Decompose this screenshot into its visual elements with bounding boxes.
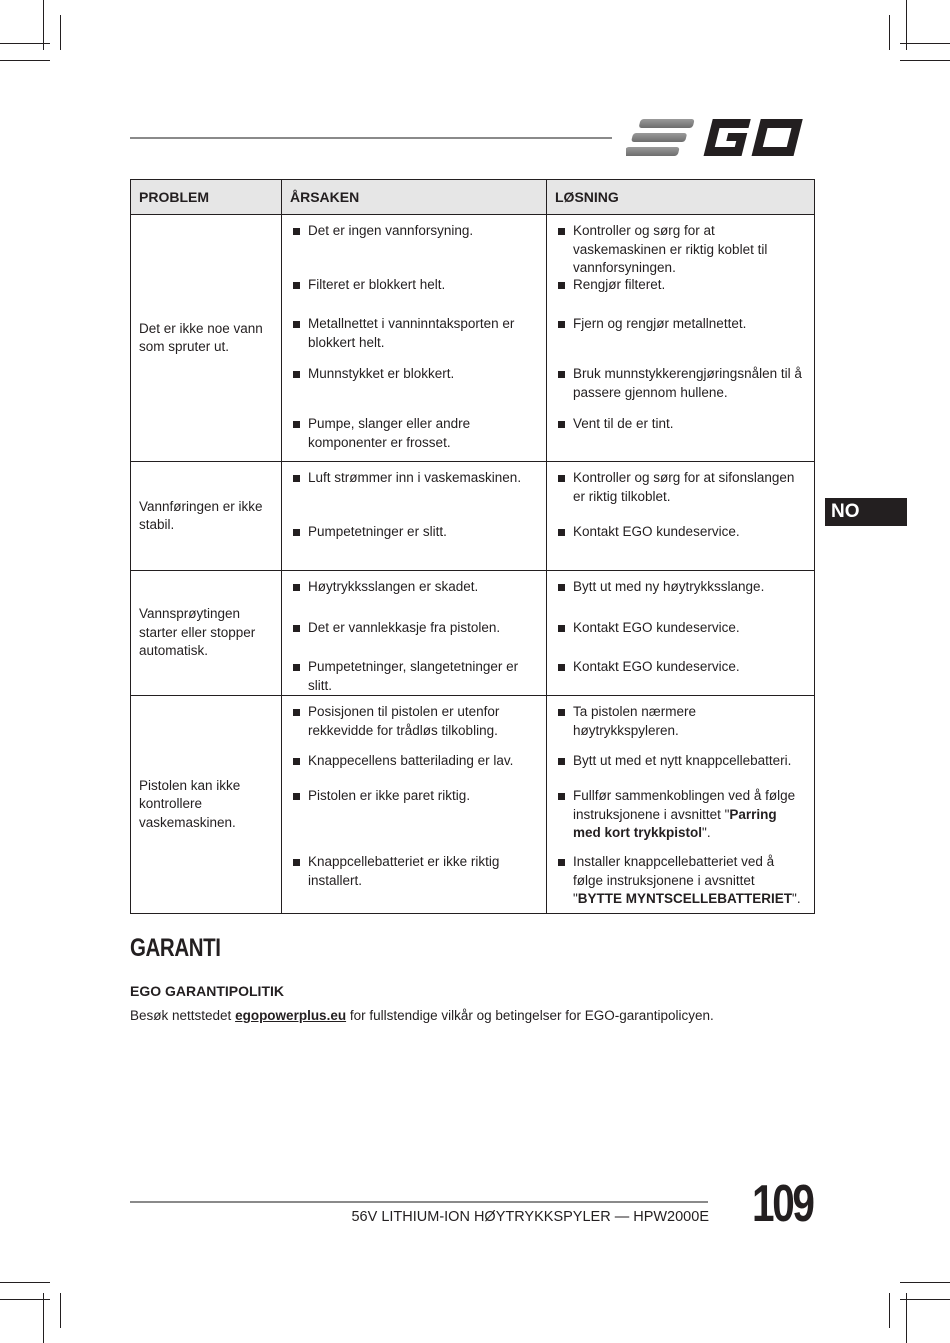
footer-product-title: 56V LITHIUM-ION HØYTRYKKSPYLER — HPW2000E bbox=[351, 1209, 709, 1225]
table-row bbox=[131, 215, 815, 462]
table-header-row bbox=[131, 180, 815, 215]
policy-text-before: Besøk nettstedet bbox=[130, 1008, 236, 1023]
solution-text: Installer knappcellebatteriet ved å følge instruksjonene i avsnittet " bbox=[573, 854, 775, 906]
crop-mark bbox=[43, 0, 44, 50]
cause-item: Det er vannlekkasje fra pistolen. bbox=[282, 619, 546, 658]
website-link[interactable]: egopowerplus.eu bbox=[235, 1008, 347, 1023]
solution-item: Vent til de er tint. bbox=[547, 415, 814, 434]
problem-cell bbox=[131, 571, 282, 696]
header-solution: LØSNING bbox=[547, 180, 815, 215]
solution-text: Fullfør sammenkoblingen ved å følge instruksjonene i avsnittet " bbox=[573, 788, 796, 822]
table-row bbox=[131, 696, 815, 914]
solution-item: Kontakt EGO kundeservice. bbox=[547, 619, 814, 658]
solution-item: Rengjør filteret. bbox=[547, 276, 814, 315]
crop-mark bbox=[906, 0, 907, 50]
solution-item: Bytt ut med ny høytrykksslange. bbox=[547, 578, 814, 619]
troubleshooting-table bbox=[130, 179, 815, 914]
problem-text: Pistolen kan ikke kontrollere vaskemaskinen. bbox=[139, 777, 241, 830]
crop-mark bbox=[900, 1299, 950, 1300]
cause-item: Metallnettet i vanninntaksporten er blokkert helt. bbox=[282, 315, 546, 365]
section-reference: Parring med kort trykkpistol bbox=[573, 806, 777, 840]
solution-item: Fjern og rengjør metallnettet. bbox=[547, 315, 814, 365]
problem-text: Det er ikke noe vann som spruter ut. bbox=[139, 320, 263, 354]
crop-mark bbox=[906, 1293, 907, 1343]
cause-item: Luft strømmer inn i vaskemaskinen. bbox=[282, 469, 546, 523]
ego-logo bbox=[626, 114, 814, 160]
crop-mark bbox=[889, 15, 890, 50]
table-row bbox=[131, 571, 815, 696]
crop-mark bbox=[0, 1282, 50, 1283]
solution-cell bbox=[547, 215, 815, 462]
header-rule bbox=[130, 137, 612, 139]
crop-mark bbox=[889, 1293, 890, 1328]
cause-item: Pistolen er ikke paret riktig. bbox=[282, 787, 546, 853]
section-reference: BYTTE MYNTSCELLEBATTERIET bbox=[577, 891, 793, 906]
crop-mark bbox=[900, 60, 950, 61]
crop-mark bbox=[0, 60, 50, 61]
solution-text: ". bbox=[792, 891, 801, 906]
solution-item bbox=[547, 787, 814, 853]
solution-item: Bytt ut med et nytt knappcellebatteri. bbox=[547, 752, 814, 787]
cause-item: Det er ingen vannforsyning. bbox=[282, 222, 546, 276]
cause-cell bbox=[282, 696, 547, 914]
solution-item: Ta pistolen nærmere høytrykkspyleren. bbox=[547, 703, 814, 752]
policy-text-after: for fullstendige vilkår og betingelser for EGO-garantipolicyen. bbox=[346, 1008, 714, 1023]
cause-cell bbox=[282, 215, 547, 462]
table-row bbox=[131, 462, 815, 571]
crop-mark bbox=[60, 1293, 61, 1328]
problem-cell bbox=[131, 215, 282, 462]
policy-paragraph bbox=[130, 1008, 714, 1023]
cause-cell bbox=[282, 462, 547, 571]
crop-mark bbox=[0, 1299, 50, 1300]
solution-item: Kontroller og sørg for at vaskemaskinen er riktig koblet til vannforsyningen. bbox=[547, 222, 814, 276]
header-cause: ÅRSAKEN bbox=[282, 180, 547, 215]
cause-cell bbox=[282, 571, 547, 696]
cause-item: Posisjonen til pistolen er utenfor rekkevidde for trådløs tilkobling. bbox=[282, 703, 546, 752]
language-tab: NO bbox=[825, 498, 907, 526]
cause-item: Pumpetetninger er slitt. bbox=[282, 523, 546, 542]
crop-mark bbox=[900, 43, 950, 44]
cause-item: Høytrykksslangen er skadet. bbox=[282, 578, 546, 619]
solution-cell bbox=[547, 462, 815, 571]
cause-item: Pumpe, slanger eller andre komponenter er frosset. bbox=[282, 415, 546, 452]
footer-rule bbox=[130, 1201, 708, 1203]
problem-cell bbox=[131, 462, 282, 571]
policy-heading: EGO GARANTIPOLITIK bbox=[130, 983, 284, 999]
cause-item: Knappecellens batterilading er lav. bbox=[282, 752, 546, 787]
solution-item: Kontroller og sørg for at sifonslangen er riktig tilkoblet. bbox=[547, 469, 814, 523]
problem-text: Vannsprøytingen starter eller stopper automatisk. bbox=[139, 606, 256, 659]
solution-item: Kontakt EGO kundeservice. bbox=[547, 523, 814, 542]
cause-item: Filteret er blokkert helt. bbox=[282, 276, 546, 315]
crop-mark bbox=[60, 15, 61, 50]
solution-item: Bruk munnstykkerengjøringsnålen til å passere gjennom hullene. bbox=[547, 365, 814, 415]
cause-item: Knappcellebatteriet er ikke riktig installert. bbox=[282, 853, 546, 890]
crop-mark bbox=[43, 1293, 44, 1343]
solution-item: Kontakt EGO kundeservice. bbox=[547, 658, 814, 677]
header-problem: PROBLEM bbox=[131, 180, 282, 215]
cause-item: Munnstykket er blokkert. bbox=[282, 365, 546, 415]
cause-item: Pumpetetninger, slangetetninger er slitt. bbox=[282, 658, 546, 695]
solution-text: ". bbox=[702, 825, 711, 840]
solution-cell bbox=[547, 696, 815, 914]
solution-item bbox=[547, 853, 814, 909]
section-title: GARANTI bbox=[130, 934, 221, 962]
page-number: 109 bbox=[752, 1175, 813, 1233]
solution-cell bbox=[547, 571, 815, 696]
problem-text: Vannføringen er ikke stabil. bbox=[139, 498, 263, 532]
crop-mark bbox=[900, 1282, 950, 1283]
problem-cell bbox=[131, 696, 282, 914]
